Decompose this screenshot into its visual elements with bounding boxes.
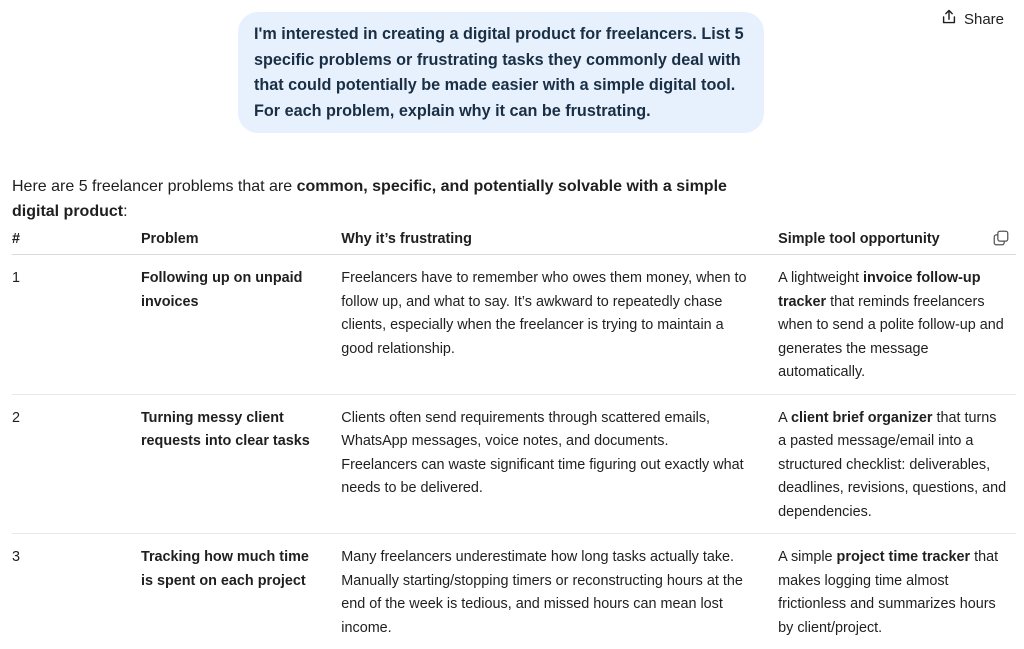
tool-post: that reminds freelancers when to send a polite follow-up and generates the message automatically.: [778, 294, 1004, 381]
intro-suffix: :: [123, 203, 127, 220]
row-problem: Following up on unpaid invoices: [141, 255, 341, 395]
copy-table-button[interactable]: [992, 229, 1010, 247]
tool-bold: project time tracker: [837, 549, 971, 565]
header-why: Why it’s frustrating: [341, 226, 778, 255]
row-tool: [778, 534, 1016, 649]
row-tool: [778, 394, 1016, 534]
header-tool-opportunity: [778, 226, 1016, 255]
row-tool: [778, 255, 1016, 395]
intro-bold: common, specific, and potentially solvable with a simple digital product: [12, 178, 727, 220]
row-why: Freelancers have to remember who owes them money, when to follow up, and what to say. It’s awkward to repeatedly chase clients, especially when the freelancer is trying to maintain a good relationship.: [341, 255, 778, 395]
tool-bold: client brief organizer: [791, 410, 933, 426]
table-row: [12, 534, 1016, 649]
table-row: [12, 255, 1016, 395]
tool-pre: A simple: [778, 549, 836, 565]
header-tool-label: Simple tool opportunity: [778, 231, 939, 247]
header-problem: Problem: [141, 226, 341, 255]
share-icon: [940, 8, 958, 30]
tool-bold: invoice follow-up tracker: [778, 270, 980, 310]
intro-prefix: Here are 5 freelancer problems that are: [12, 178, 297, 195]
copy-icon: [992, 229, 1010, 247]
share-button[interactable]: [938, 6, 1006, 32]
row-problem: Tracking how much time is spent on each project: [141, 534, 341, 649]
tool-post: that turns a pasted message/email into a structured checklist: deliverables, deadlines, revisions, questions, and dependencies.: [778, 410, 1006, 520]
problems-table: [12, 226, 1016, 649]
table-header-row: [12, 226, 1016, 255]
row-number: 3: [12, 534, 141, 649]
row-problem: Turning messy client requests into clear tasks: [141, 394, 341, 534]
row-why: Clients often send requirements through scattered emails, WhatsApp messages, voice notes, and documents. Freelancers can waste significant time figuring out exactly what needs to be delivered.: [341, 394, 778, 534]
share-label: Share: [964, 11, 1004, 28]
user-message-bubble: [238, 12, 764, 133]
row-why: Many freelancers underestimate how long tasks actually take. Manually starting/stopping timers or reconstructing hours at the end of the week is tedious, and missed hours can mean lost income.: [341, 534, 778, 649]
row-number: 2: [12, 394, 141, 534]
table-row: [12, 394, 1016, 534]
user-message-text: I'm interested in creating a digital product for freelancers. List 5 specific problems or frustrating tasks they commonly deal with that could potentially be made easier with a simple digital tool. For each problem, explain why it can be frustrating.: [254, 25, 744, 120]
tool-pre: A lightweight: [778, 270, 863, 286]
header-number: #: [12, 226, 141, 255]
tool-post: that makes logging time almost frictionless and summarizes hours by client/project.: [778, 549, 998, 636]
response-intro: [12, 174, 772, 224]
row-number: 1: [12, 255, 141, 395]
tool-pre: A: [778, 410, 791, 426]
